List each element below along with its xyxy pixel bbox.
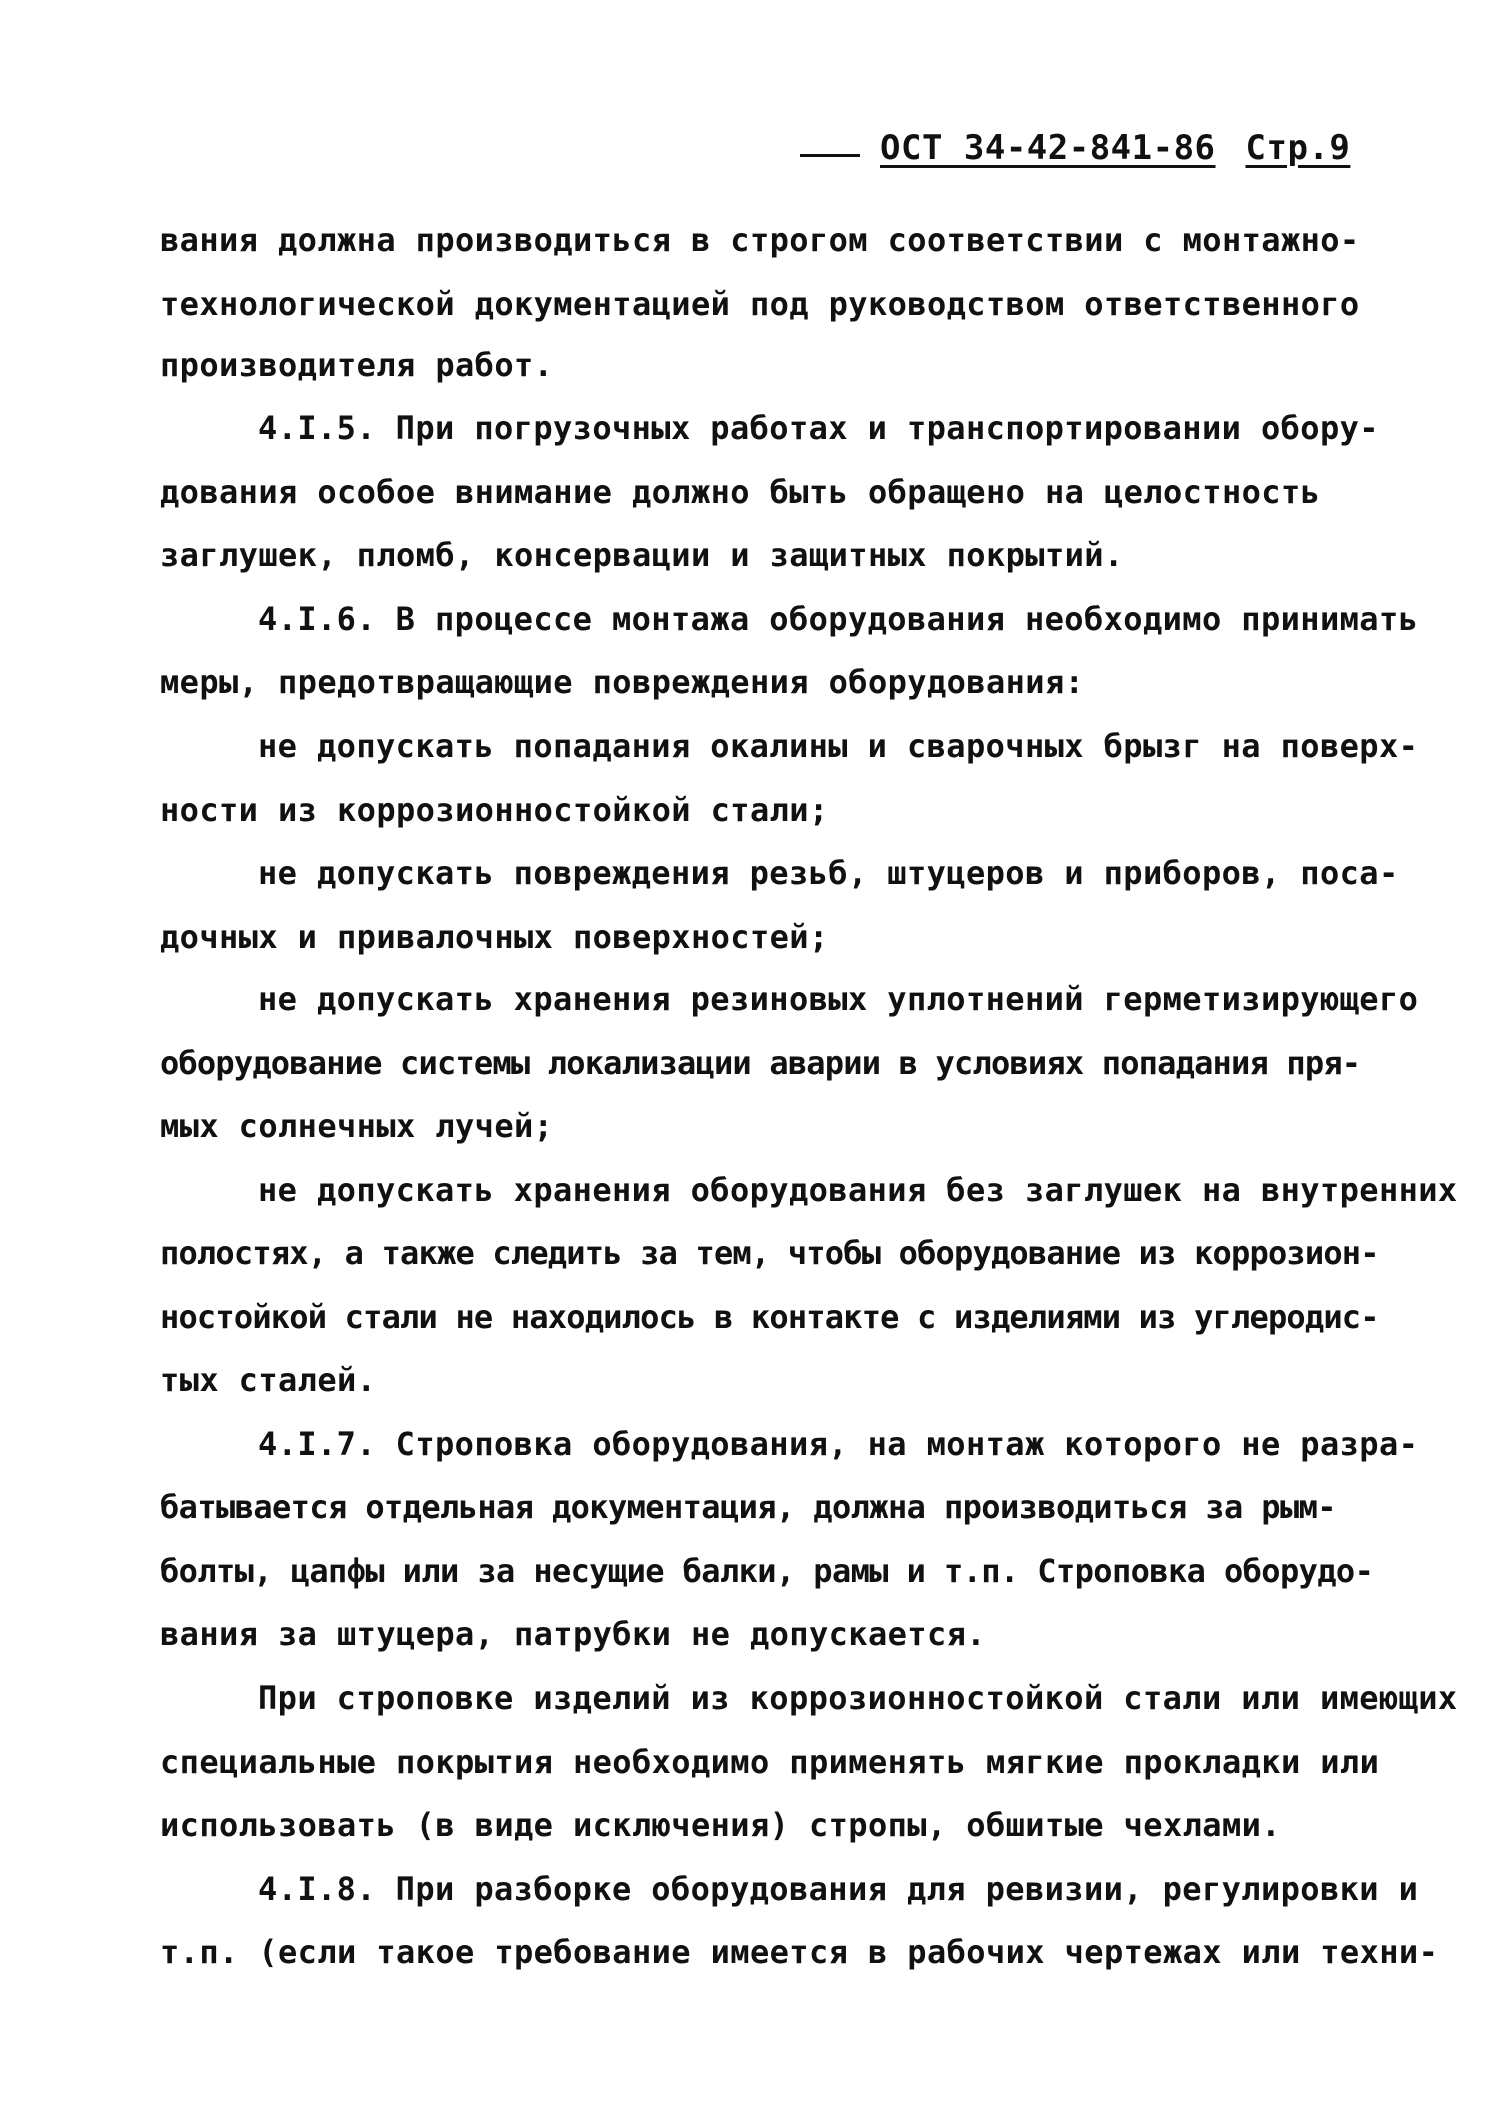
text-line: 4.I.6. В процессе монтажа оборудования необходимо принимать (258, 600, 1419, 638)
text-line: болты, цапфы или за несущие балки, рамы и т.п. Строповка оборудо- (160, 1552, 1374, 1590)
text-line: ностойкой стали не находилось в контакте с изделиями из углеродис- (160, 1298, 1379, 1336)
text-line: не допускать повреждения резьб, штуцеров и приборов, поса- (258, 854, 1399, 892)
text-line: 4.I.5. При погрузочных работах и транспортировании обору- (258, 409, 1379, 447)
text-line: 4.I.8. При разборке оборудования для ревизии, регулировки и (258, 1870, 1419, 1908)
text-line: тых сталей. (160, 1361, 377, 1399)
text-line: не допускать попадания окалины и сварочных брызг на поверх- (258, 727, 1419, 765)
text-line: технологической документацией под руководством ответственного (160, 285, 1360, 323)
text-line: оборудование системы локализации аварии в условиях попадания пря- (160, 1044, 1361, 1082)
text-line: 4.I.7. Строповка оборудования, на монтаж которого не разра- (258, 1425, 1419, 1463)
text-line: не допускать хранения оборудования без заглушек на внутренних (258, 1171, 1458, 1209)
text-line: заглушек, пломб, консервации и защитных покрытий. (160, 536, 1124, 574)
text-line: меры, предотвращающие повреждения оборудования: (160, 663, 1085, 701)
text-line: вания за штуцера, патрубки не допускается. (160, 1615, 986, 1653)
text-line: батывается отдельная документация, должна производиться за рым- (160, 1488, 1336, 1526)
text-line: производителя работ. (160, 346, 554, 384)
text-line: специальные покрытия необходимо применять мягкие прокладки или (160, 1743, 1380, 1781)
document-number: ОСТ 34-42-841-86 (880, 128, 1216, 168)
text-line: дочных и привалочных поверхностей; (160, 918, 829, 956)
text-line: мых солнечных лучей; (160, 1107, 554, 1145)
text-line: т.п. (если такое требование имеется в рабочих чертежах или техни- (160, 1933, 1439, 1971)
text-line: полостях, а также следить за тем, чтобы оборудование из коррозион- (160, 1234, 1379, 1272)
page-header (800, 128, 1351, 176)
text-line: не допускать хранения резиновых уплотнений герметизирующего (258, 980, 1419, 1018)
text-line: вания должна производиться в строгом соответствии с монтажно- (160, 221, 1360, 259)
page-number: Стр.9 (1245, 128, 1351, 168)
header-rule (800, 128, 860, 157)
text-line: дования особое внимание должно быть обращено на целостность (160, 473, 1321, 511)
text-line: использовать (в виде исключения) стропы, обшитые чехлами. (160, 1806, 1281, 1844)
text-line: При строповке изделий из коррозионностойкой стали или имеющих (258, 1679, 1458, 1717)
text-line: ности из коррозионностойкой стали; (160, 791, 829, 829)
